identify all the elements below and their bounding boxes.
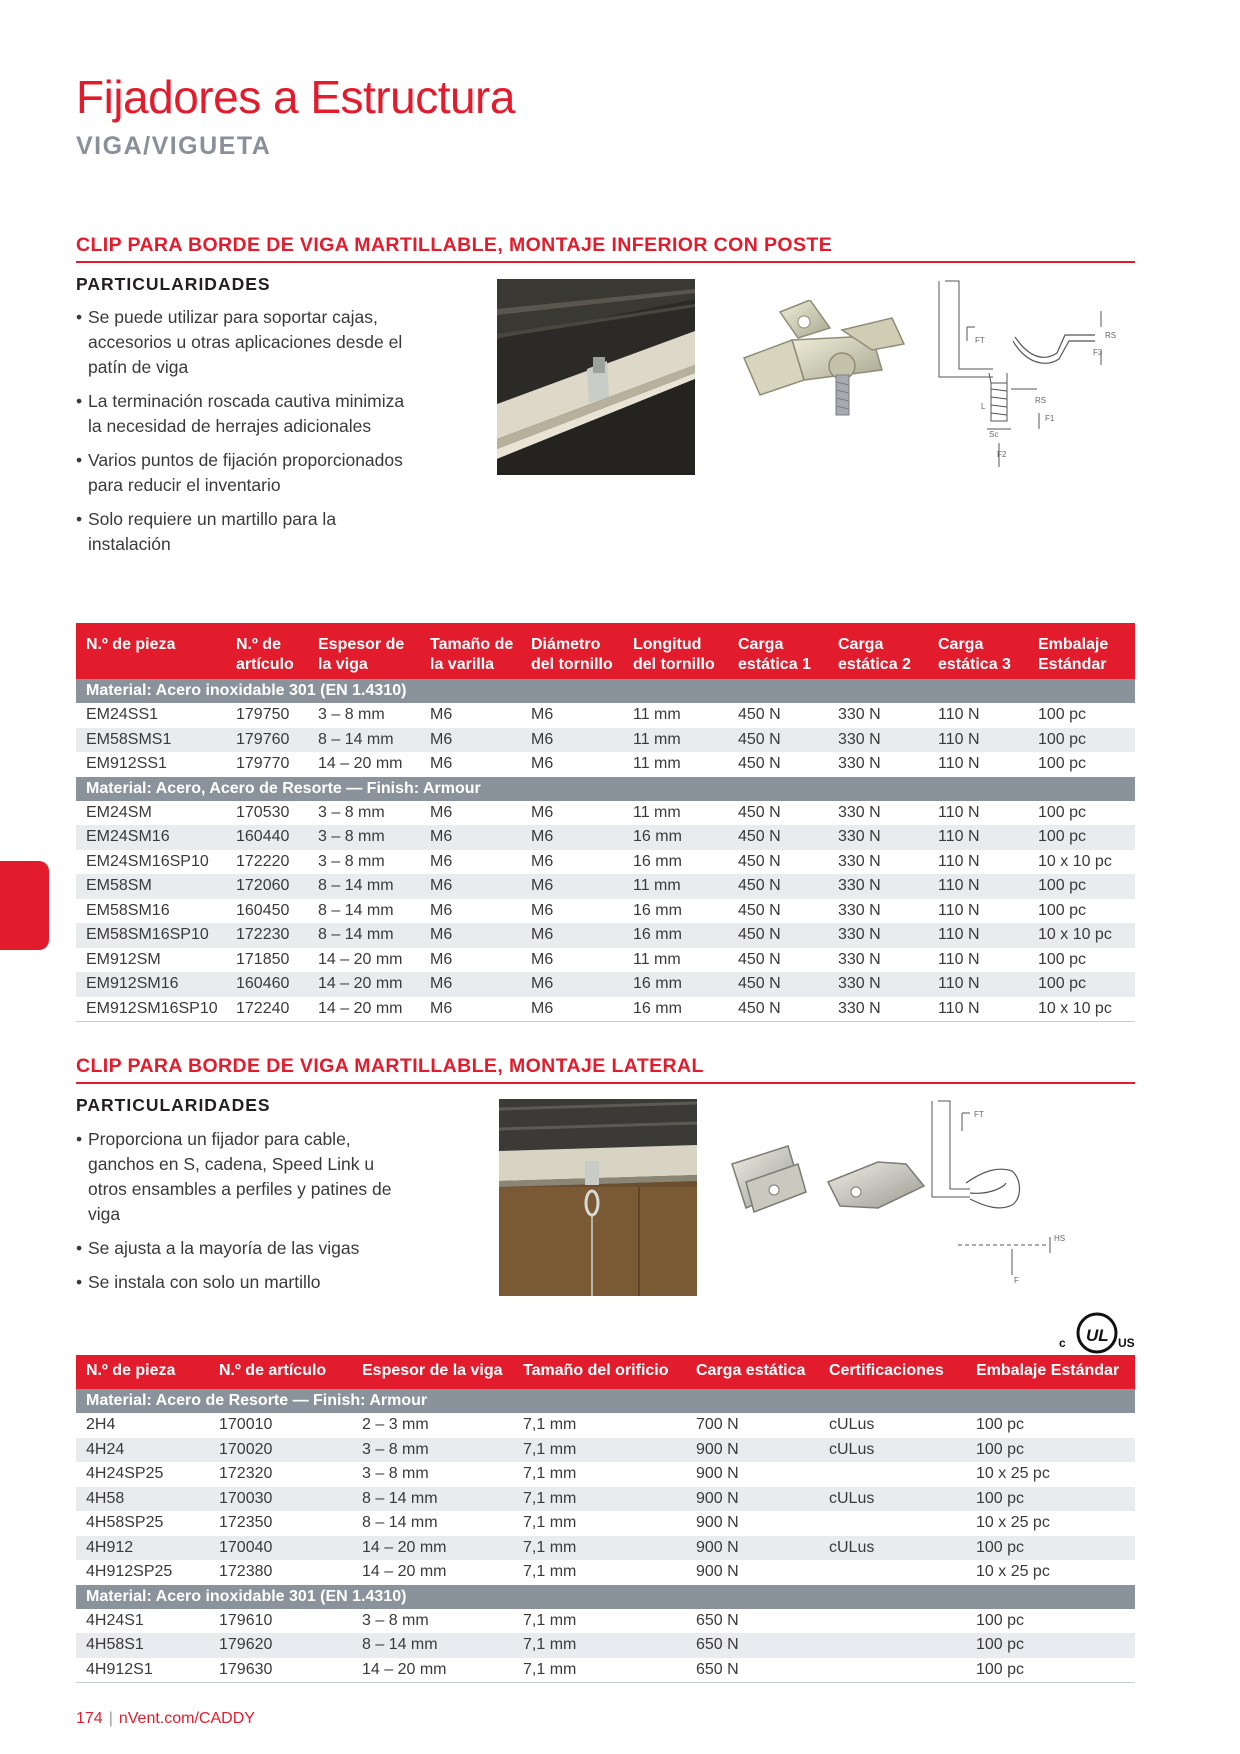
table-cell: 100 pc	[976, 1416, 1025, 1434]
table-cell: 330 N	[828, 728, 928, 753]
cul-us-certification-mark	[1059, 1311, 1135, 1360]
table-cell: 100 pc	[1028, 972, 1135, 997]
table-cell: 172230	[226, 923, 308, 948]
table-cell: 10 x 10 pc	[1028, 923, 1135, 948]
table-cell: 900 N	[686, 1487, 819, 1512]
table-row	[76, 997, 1135, 1022]
table-cell: 14 – 20 mm	[352, 1658, 513, 1683]
table-cell: 650 N	[686, 1633, 819, 1658]
table-cell: EM58SM	[76, 874, 226, 899]
table-cell: 179750	[236, 706, 290, 724]
table-cell: cULus	[819, 1438, 966, 1463]
table-cell: 11 mm	[633, 755, 681, 773]
section1-product-image	[732, 300, 910, 435]
table-cell: M6	[531, 803, 554, 821]
table-cell: 10 x 25 pc	[976, 1563, 1050, 1581]
table-cell: 8 – 14 mm	[362, 1514, 438, 1532]
table-row	[76, 1609, 1135, 1634]
table-row	[76, 850, 1135, 875]
diagram-label-f2: F2	[997, 450, 1007, 459]
diagram-label-hs: HS	[1054, 1234, 1066, 1243]
page-subtitle: VIGA/VIGUETA	[76, 132, 272, 160]
table-cell: 110 N	[928, 972, 1028, 997]
table-cell: 100 pc	[966, 1438, 1135, 1463]
table-cell: 4H912	[76, 1536, 209, 1561]
table-cell: cULus	[829, 1416, 875, 1434]
table-cell: M6	[521, 923, 623, 948]
table-header-row	[76, 623, 1135, 679]
page-number: 174	[76, 1710, 103, 1727]
table-cell: M6	[420, 997, 521, 1022]
table-cell: 110 N	[938, 706, 980, 724]
table-cell: 110 N	[938, 901, 980, 919]
table-cell: 3 – 8 mm	[362, 1465, 429, 1483]
table-cell: EM58SM16	[86, 901, 170, 919]
table-cell: 100 pc	[1038, 803, 1087, 821]
table-cell: M6	[430, 803, 453, 821]
col-header: Tamaño de la varilla	[420, 623, 521, 679]
material-label: Material: Acero, Acero de Resorte — Finish: Armour	[76, 777, 1135, 801]
diagram-label-f: F	[1014, 1276, 1019, 1285]
table-cell: 160450	[236, 901, 290, 919]
section1-features-heading: PARTICULARIDADES	[76, 274, 271, 294]
table-row	[76, 1560, 1135, 1585]
table-row	[76, 972, 1135, 997]
table-cell: 179610	[219, 1611, 273, 1629]
table-cell: 450 N	[738, 852, 781, 870]
table-cell: M6	[430, 706, 453, 724]
table-cell: M6	[420, 923, 521, 948]
material-group-row	[76, 1585, 1135, 1609]
table-cell: 650 N	[686, 1658, 819, 1683]
diagram-label-f1: F1	[1045, 414, 1055, 423]
section2-features-list	[76, 1127, 406, 1304]
col-header: Carga estática 2	[828, 623, 928, 679]
table-cell: M6	[430, 755, 453, 773]
table-cell: 3 – 8 mm	[318, 706, 385, 724]
section-tab-marker	[0, 861, 49, 950]
section2-installation-photo	[499, 1099, 697, 1296]
table-cell: 3 – 8 mm	[318, 803, 385, 821]
table-cell: M6	[420, 728, 521, 753]
table-cell: 100 pc	[1038, 755, 1087, 773]
table-cell: 450 N	[728, 825, 828, 850]
table-row	[76, 1633, 1135, 1658]
table-cell: M6	[420, 825, 521, 850]
table-cell: 179620	[209, 1633, 352, 1658]
table-cell: 450 N	[728, 972, 828, 997]
table-cell: 110 N	[928, 997, 1028, 1022]
table-cell: 10 x 25 pc	[976, 1514, 1050, 1532]
table-cell: EM24SM	[86, 803, 152, 821]
table-cell: 330 N	[828, 874, 928, 899]
table-cell: 110 N	[938, 755, 980, 773]
table-cell: 100 pc	[966, 1487, 1135, 1512]
table-cell: 330 N	[838, 901, 881, 919]
ul-mark-c: c	[1059, 1336, 1066, 1350]
material-label: Material: Acero inoxidable 301 (EN 1.4310)	[76, 679, 1135, 703]
table-cell: 110 N	[928, 728, 1028, 753]
material-label: Material: Acero de Resorte — Finish: Armour	[76, 1389, 1135, 1413]
section2-load-diagram	[930, 1099, 1120, 1289]
table-row	[76, 728, 1135, 753]
table-cell: 14 – 20 mm	[362, 1563, 447, 1581]
material-group-row	[76, 777, 1135, 801]
col-header: Tamaño del orificio	[513, 1355, 686, 1389]
table-cell: 170020	[209, 1438, 352, 1463]
table-cell: M6	[430, 901, 453, 919]
table-cell: 330 N	[838, 852, 881, 870]
section1-load-diagram	[925, 279, 1125, 469]
table-cell: 110 N	[938, 950, 980, 968]
table-cell: 7,1 mm	[513, 1487, 686, 1512]
table-cell: 900 N	[686, 1536, 819, 1561]
section1-title: CLIP PARA BORDE DE VIGA MARTILLABLE, MONTAJE INFERIOR CON POSTE	[76, 234, 833, 256]
table-cell: 179770	[236, 755, 290, 773]
table-cell: 450 N	[728, 923, 828, 948]
table-cell: 8 – 14 mm	[308, 874, 420, 899]
table-cell: 700 N	[696, 1416, 739, 1434]
section1-features-list	[76, 305, 406, 566]
table-cell: 179760	[226, 728, 308, 753]
table-cell: cULus	[819, 1536, 966, 1561]
table-cell: 900 N	[696, 1465, 739, 1483]
diagram-label-sc: Sc	[989, 430, 999, 439]
table-cell: 3 – 8 mm	[362, 1611, 429, 1629]
col-header: Espesor de la viga	[308, 623, 420, 679]
table-cell: 7,1 mm	[513, 1438, 686, 1463]
table-cell: 7,1 mm	[513, 1536, 686, 1561]
ul-mark-us: US	[1118, 1336, 1135, 1350]
table-cell: 450 N	[728, 997, 828, 1022]
col-header: Longitud del tornillo	[623, 623, 728, 679]
table-cell: 330 N	[828, 972, 928, 997]
col-header: Carga estática	[686, 1355, 819, 1389]
table-cell: 16 mm	[633, 901, 682, 919]
table-cell: 450 N	[738, 950, 781, 968]
col-header: Carga estática 3	[928, 623, 1028, 679]
table-cell: EM58SMS1	[76, 728, 226, 753]
table-row	[76, 1487, 1135, 1512]
table-cell: EM912SS1	[86, 755, 167, 773]
table-cell: 170030	[209, 1487, 352, 1512]
table-cell: M6	[521, 972, 623, 997]
table-cell: 11 mm	[623, 874, 728, 899]
section1-installation-photo	[497, 279, 695, 475]
table-cell: 100 pc	[966, 1536, 1135, 1561]
table-cell: 172380	[219, 1563, 273, 1581]
table-cell: 100 pc	[966, 1633, 1135, 1658]
table-cell: 100 pc	[966, 1658, 1135, 1683]
section2-rule	[76, 1082, 1135, 1084]
table-cell: 8 – 14 mm	[308, 728, 420, 753]
table-cell: 100 pc	[976, 1611, 1025, 1629]
table-cell: 450 N	[738, 901, 781, 919]
table-cell: 900 N	[696, 1563, 739, 1581]
table-cell: M6	[531, 901, 554, 919]
table-cell	[819, 1511, 966, 1536]
table-cell: 160440	[226, 825, 308, 850]
table-cell: M6	[531, 755, 554, 773]
table-cell: 450 N	[738, 706, 781, 724]
table-cell: 2 – 3 mm	[362, 1416, 429, 1434]
section2-title: CLIP PARA BORDE DE VIGA MARTILLABLE, MONTAJE LATERAL	[76, 1055, 704, 1077]
col-header: Espesor de la viga	[352, 1355, 513, 1389]
col-header: N.º de pieza	[76, 623, 226, 679]
table-cell: 172220	[236, 852, 290, 870]
table-cell: 330 N	[838, 803, 881, 821]
table-cell: 160460	[226, 972, 308, 997]
table-cell: 330 N	[828, 997, 928, 1022]
table-cell: M6	[430, 950, 453, 968]
feature-item: • Proporciona un fijador para cable, ganchos en S, cadena, Speed Link u otros ensambles a perfiles y patines de viga	[76, 1127, 406, 1227]
section2-spec-table	[76, 1355, 1135, 1683]
table-cell: 4H58S1	[76, 1633, 209, 1658]
table-cell	[819, 1633, 966, 1658]
material-label: Material: Acero inoxidable 301 (EN 1.4310)	[76, 1585, 1135, 1609]
feature-item: • La terminación roscada cautiva minimiza la necesidad de herrajes adicionales	[76, 389, 406, 439]
table-row	[76, 923, 1135, 948]
table-row	[76, 825, 1135, 850]
table-row	[76, 1658, 1135, 1683]
col-header: Embalaje Estándar	[1028, 623, 1135, 679]
table-cell	[819, 1658, 966, 1683]
material-group-row	[76, 1389, 1135, 1413]
table-row	[76, 752, 1135, 777]
table-cell: 11 mm	[633, 950, 681, 968]
table-cell: M6	[420, 972, 521, 997]
table-cell: 16 mm	[623, 825, 728, 850]
diagram-label-l: L	[981, 402, 986, 411]
table-cell: 172320	[219, 1465, 273, 1483]
table-cell: 7,1 mm	[523, 1563, 577, 1581]
table-cell: 11 mm	[623, 728, 728, 753]
table-cell: 170010	[219, 1416, 273, 1434]
table-cell: 330 N	[838, 950, 881, 968]
table-cell: 650 N	[696, 1611, 739, 1629]
table-cell: 16 mm	[623, 997, 728, 1022]
table-cell: 100 pc	[1038, 901, 1087, 919]
page-title: Fijadores a Estructura	[76, 71, 515, 123]
table-cell: M6	[430, 852, 453, 870]
table-cell: M6	[521, 728, 623, 753]
table-cell: 100 pc	[1038, 706, 1087, 724]
diagram-label-rs-top: RS	[1105, 331, 1117, 340]
section2-features-heading: PARTICULARIDADES	[76, 1095, 271, 1115]
diagram-label-rs: RS	[1035, 396, 1047, 405]
diagram-label-f3: F3	[1093, 348, 1103, 357]
table-cell: 3 – 8 mm	[308, 825, 420, 850]
table-cell: 2H4	[86, 1416, 116, 1434]
table-cell: cULus	[819, 1487, 966, 1512]
table-cell: 10 x 25 pc	[976, 1465, 1050, 1483]
table-cell: EM24SM16SP10	[86, 852, 209, 870]
footer-link[interactable]: nVent.com/CADDY	[118, 1710, 255, 1727]
table-cell: 7,1 mm	[513, 1658, 686, 1683]
table-cell: 14 – 20 mm	[308, 997, 420, 1022]
page-footer	[76, 1710, 255, 1728]
table-row	[76, 1511, 1135, 1536]
col-header: Embalaje Estándar	[966, 1355, 1135, 1389]
table-cell: 10 x 10 pc	[1038, 852, 1112, 870]
table-cell: 110 N	[928, 874, 1028, 899]
ul-mark-ul: UL	[1086, 1326, 1109, 1345]
col-header: Carga estática 1	[728, 623, 828, 679]
table-cell: 450 N	[728, 874, 828, 899]
table-cell: EM912SM16SP10	[76, 997, 226, 1022]
table-row	[76, 1413, 1135, 1438]
table-cell: 10 x 10 pc	[1028, 997, 1135, 1022]
table-cell: EM912SM	[86, 950, 161, 968]
table-cell: 171850	[236, 950, 290, 968]
table-cell: 4H24SP25	[86, 1465, 164, 1483]
table-cell: 7,1 mm	[513, 1633, 686, 1658]
table-cell: 170040	[209, 1536, 352, 1561]
col-header: N.º de artículo	[226, 623, 308, 679]
table-cell: 16 mm	[623, 972, 728, 997]
table-cell: 8 – 14 mm	[352, 1633, 513, 1658]
table-cell	[819, 1609, 966, 1634]
table-cell: 330 N	[828, 923, 928, 948]
table-cell: 14 – 20 mm	[308, 972, 420, 997]
table-cell: M6	[521, 825, 623, 850]
table-cell: 330 N	[838, 706, 881, 724]
table-cell: 100 pc	[1028, 825, 1135, 850]
table-cell: 4H912SP25	[86, 1563, 173, 1581]
table-cell: 100 pc	[1028, 728, 1135, 753]
table-cell: 3 – 8 mm	[318, 852, 385, 870]
table-cell: 16 mm	[633, 852, 682, 870]
table-cell: 179630	[209, 1658, 352, 1683]
col-header: N.º de pieza	[76, 1355, 209, 1389]
feature-item: • Solo requiere un martillo para la instalación	[76, 507, 406, 557]
table-cell: 7,1 mm	[523, 1465, 577, 1483]
section1-spec-table	[76, 623, 1135, 1022]
table-cell: 11 mm	[633, 803, 681, 821]
table-cell: 11 mm	[633, 706, 681, 724]
table-cell: 110 N	[928, 825, 1028, 850]
table-cell: 450 N	[738, 755, 781, 773]
table-cell: M6	[420, 874, 521, 899]
diagram-label-ft: FT	[975, 336, 985, 345]
feature-item: • Se ajusta a la mayoría de las vigas	[76, 1236, 406, 1261]
table-row	[76, 801, 1135, 826]
table-cell: 110 N	[938, 803, 980, 821]
table-cell	[819, 1560, 966, 1585]
table-header-row	[76, 1355, 1135, 1389]
table-cell: 100 pc	[1028, 874, 1135, 899]
table-row	[76, 1462, 1135, 1487]
table-cell: 8 – 14 mm	[308, 923, 420, 948]
table-cell: EM912SM16	[76, 972, 226, 997]
table-row	[76, 874, 1135, 899]
table-cell: 110 N	[928, 923, 1028, 948]
table-cell: 4H58SP25	[86, 1514, 164, 1532]
table-cell: 14 – 20 mm	[318, 755, 403, 773]
table-cell: M6	[531, 852, 554, 870]
table-cell: 8 – 14 mm	[352, 1487, 513, 1512]
table-cell: 110 N	[938, 852, 980, 870]
table-row	[76, 703, 1135, 728]
table-cell: 900 N	[686, 1438, 819, 1463]
material-group-row	[76, 679, 1135, 703]
table-cell: EM24SM16	[76, 825, 226, 850]
table-cell: EM24SS1	[86, 706, 159, 724]
table-cell: 16 mm	[623, 923, 728, 948]
section1-rule	[76, 261, 1135, 263]
table-cell: EM58SM16SP10	[76, 923, 226, 948]
table-cell: 172060	[226, 874, 308, 899]
table-cell: 4H24S1	[86, 1611, 144, 1629]
table-cell: 170530	[236, 803, 290, 821]
table-cell: 7,1 mm	[523, 1611, 577, 1629]
table-cell	[819, 1462, 966, 1487]
table-cell: 4H24	[76, 1438, 209, 1463]
feature-item: • Se puede utilizar para soportar cajas, accesorios u otras aplicaciones desde el patín de viga	[76, 305, 406, 380]
table-cell: 3 – 8 mm	[352, 1438, 513, 1463]
table-cell: 14 – 20 mm	[318, 950, 403, 968]
section2-product-image	[728, 1142, 928, 1222]
diagram-label-ft: FT	[974, 1110, 984, 1119]
table-row	[76, 1536, 1135, 1561]
table-cell: 900 N	[696, 1514, 739, 1532]
table-cell: 7,1 mm	[523, 1416, 577, 1434]
table-cell: M6	[531, 706, 554, 724]
col-header: N.º de artículo	[209, 1355, 352, 1389]
table-cell: M6	[521, 874, 623, 899]
table-row	[76, 899, 1135, 924]
table-cell: 4H912S1	[76, 1658, 209, 1683]
table-cell: 330 N	[838, 755, 881, 773]
table-cell: 450 N	[728, 728, 828, 753]
col-header: Certificaciones	[819, 1355, 966, 1389]
table-cell: 14 – 20 mm	[352, 1536, 513, 1561]
table-cell: 172350	[219, 1514, 273, 1532]
table-cell: M6	[531, 950, 554, 968]
table-cell: 450 N	[738, 803, 781, 821]
col-header: Diámetro del tornillo	[521, 623, 623, 679]
table-cell: M6	[521, 997, 623, 1022]
table-cell: 4H58	[76, 1487, 209, 1512]
table-cell: 100 pc	[1038, 950, 1087, 968]
footer-separator: |	[108, 1710, 113, 1727]
table-cell: 172240	[226, 997, 308, 1022]
table-row	[76, 1438, 1135, 1463]
table-cell: 8 – 14 mm	[318, 901, 394, 919]
feature-item: • Varios puntos de fijación proporcionados para reducir el inventario	[76, 448, 406, 498]
table-row	[76, 948, 1135, 973]
table-cell: 330 N	[828, 825, 928, 850]
table-cell: 7,1 mm	[523, 1514, 577, 1532]
feature-item: • Se instala con solo un martillo	[76, 1270, 406, 1295]
